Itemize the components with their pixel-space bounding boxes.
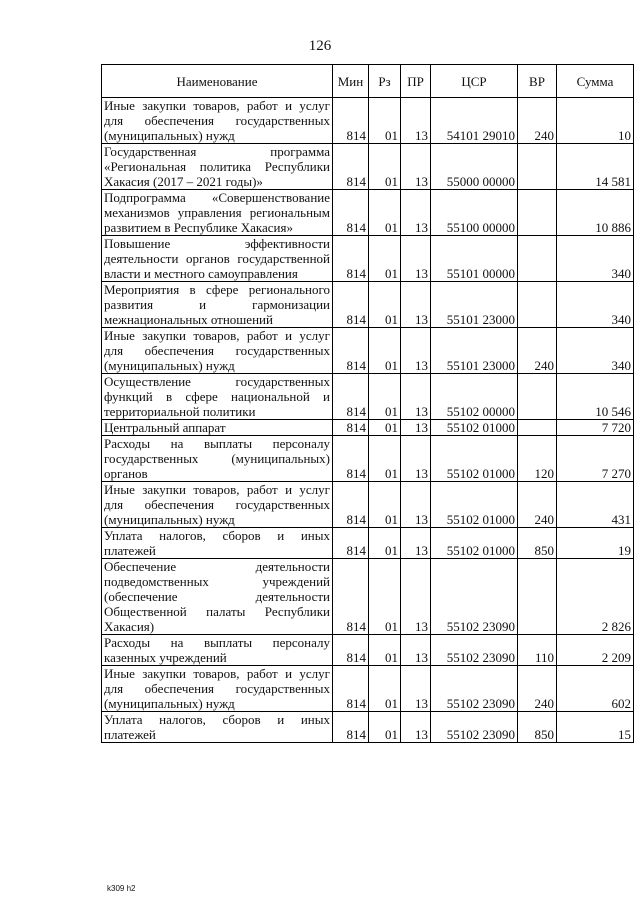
cell-name: Мероприятия в сфере регионального развития и гармонизации межнациональных отношений	[102, 282, 333, 328]
cell-rz: 01	[369, 190, 401, 236]
cell-min: 814	[333, 282, 369, 328]
cell-pr: 13	[401, 98, 431, 144]
cell-min: 814	[333, 436, 369, 482]
cell-min: 814	[333, 635, 369, 666]
table-row	[102, 282, 634, 328]
cell-sum: 602	[557, 666, 634, 712]
cell-rz: 01	[369, 328, 401, 374]
cell-vr	[518, 236, 557, 282]
cell-name: Уплата налогов, сборов и иных платежей	[102, 528, 333, 559]
cell-vr: 240	[518, 482, 557, 528]
table-row	[102, 482, 634, 528]
cell-sum: 340	[557, 282, 634, 328]
cell-min: 814	[333, 328, 369, 374]
header-min: Мин	[333, 65, 369, 98]
table-row	[102, 236, 634, 282]
cell-vr: 240	[518, 666, 557, 712]
cell-min: 814	[333, 420, 369, 436]
header-name: Наименование	[102, 65, 333, 98]
cell-vr	[518, 420, 557, 436]
table-row	[102, 190, 634, 236]
cell-pr: 13	[401, 374, 431, 420]
cell-name: Иные закупки товаров, работ и услуг для обеспечения государственных (муниципальных) нужд	[102, 98, 333, 144]
cell-vr: 240	[518, 328, 557, 374]
cell-min: 814	[333, 236, 369, 282]
cell-sum: 19	[557, 528, 634, 559]
page-number: 126	[308, 38, 332, 54]
cell-rz: 01	[369, 144, 401, 190]
cell-sum: 10 546	[557, 374, 634, 420]
cell-pr: 13	[401, 436, 431, 482]
cell-pr: 13	[401, 666, 431, 712]
cell-name: Государственная программа «Региональная политика Республики Хакасия (2017 – 2021 годы)»	[102, 144, 333, 190]
cell-rz: 01	[369, 482, 401, 528]
cell-pr: 13	[401, 482, 431, 528]
table-row	[102, 420, 634, 436]
cell-pr: 13	[401, 712, 431, 743]
header-rz: Рз	[369, 65, 401, 98]
cell-rz: 01	[369, 635, 401, 666]
cell-rz: 01	[369, 374, 401, 420]
cell-min: 814	[333, 666, 369, 712]
cell-csr: 55101 23000	[431, 328, 518, 374]
cell-sum: 10	[557, 98, 634, 144]
cell-csr: 55102 01000	[431, 420, 518, 436]
table-row	[102, 559, 634, 635]
cell-vr: 850	[518, 712, 557, 743]
cell-sum: 2 209	[557, 635, 634, 666]
cell-pr: 13	[401, 282, 431, 328]
cell-csr: 55102 01000	[431, 436, 518, 482]
cell-csr: 55102 01000	[431, 528, 518, 559]
table-row	[102, 436, 634, 482]
cell-sum: 14 581	[557, 144, 634, 190]
cell-rz: 01	[369, 559, 401, 635]
cell-min: 814	[333, 559, 369, 635]
cell-vr	[518, 144, 557, 190]
cell-csr: 55102 23090	[431, 666, 518, 712]
cell-name: Уплата налогов, сборов и иных платежей	[102, 712, 333, 743]
cell-name: Иные закупки товаров, работ и услуг для обеспечения государственных (муниципальных) нужд	[102, 328, 333, 374]
cell-sum: 7 270	[557, 436, 634, 482]
cell-csr: 55102 23090	[431, 712, 518, 743]
cell-vr	[518, 282, 557, 328]
cell-sum: 340	[557, 236, 634, 282]
cell-min: 814	[333, 98, 369, 144]
cell-name: Подпрограмма «Совершенствование механизмов управления региональным развитием в Республике Хакасия»	[102, 190, 333, 236]
table-row	[102, 528, 634, 559]
cell-pr: 13	[401, 635, 431, 666]
cell-vr: 240	[518, 98, 557, 144]
cell-pr: 13	[401, 559, 431, 635]
cell-pr: 13	[401, 236, 431, 282]
cell-vr: 110	[518, 635, 557, 666]
header-csr: ЦСР	[431, 65, 518, 98]
cell-name: Повышение эффективности деятельности органов государственной власти и местного самоуправления	[102, 236, 333, 282]
header-pr: ПР	[401, 65, 431, 98]
cell-rz: 01	[369, 236, 401, 282]
cell-vr	[518, 559, 557, 635]
cell-csr: 54101 29010	[431, 98, 518, 144]
cell-rz: 01	[369, 436, 401, 482]
cell-sum: 10 886	[557, 190, 634, 236]
cell-vr: 850	[518, 528, 557, 559]
header-sum: Сумма	[557, 65, 634, 98]
cell-pr: 13	[401, 190, 431, 236]
cell-name: Обеспечение деятельности подведомственных учреждений (обеспечение деятельности Общественной палаты Республики Хакасия)	[102, 559, 333, 635]
cell-csr: 55000 00000	[431, 144, 518, 190]
table-row	[102, 328, 634, 374]
table-body	[102, 98, 634, 743]
cell-pr: 13	[401, 144, 431, 190]
cell-name: Иные закупки товаров, работ и услуг для обеспечения государственных (муниципальных) нужд	[102, 666, 333, 712]
table-row	[102, 635, 634, 666]
table-row	[102, 712, 634, 743]
cell-rz: 01	[369, 528, 401, 559]
cell-name: Расходы на выплаты персоналу государственных (муниципальных) органов	[102, 436, 333, 482]
cell-sum: 7 720	[557, 420, 634, 436]
cell-pr: 13	[401, 328, 431, 374]
cell-csr: 55102 23090	[431, 635, 518, 666]
cell-rz: 01	[369, 420, 401, 436]
cell-sum: 15	[557, 712, 634, 743]
cell-name: Иные закупки товаров, работ и услуг для обеспечения государственных (муниципальных) нужд	[102, 482, 333, 528]
table-row	[102, 98, 634, 144]
cell-name: Расходы на выплаты персоналу казенных учреждений	[102, 635, 333, 666]
cell-sum: 2 826	[557, 559, 634, 635]
cell-rz: 01	[369, 666, 401, 712]
cell-min: 814	[333, 374, 369, 420]
table-row	[102, 144, 634, 190]
cell-vr	[518, 374, 557, 420]
cell-min: 814	[333, 482, 369, 528]
table-row	[102, 374, 634, 420]
budget-table	[101, 64, 634, 743]
footer-code: k309 h2	[107, 884, 136, 893]
cell-min: 814	[333, 190, 369, 236]
cell-min: 814	[333, 712, 369, 743]
cell-csr: 55102 00000	[431, 374, 518, 420]
cell-csr: 55100 00000	[431, 190, 518, 236]
cell-sum: 340	[557, 328, 634, 374]
cell-vr	[518, 190, 557, 236]
cell-min: 814	[333, 144, 369, 190]
table-row	[102, 666, 634, 712]
cell-rz: 01	[369, 712, 401, 743]
cell-csr: 55101 23000	[431, 282, 518, 328]
header-vr: ВР	[518, 65, 557, 98]
cell-pr: 13	[401, 528, 431, 559]
cell-csr: 55101 00000	[431, 236, 518, 282]
cell-name: Осуществление государственных функций в сфере национальной и территориальной политики	[102, 374, 333, 420]
cell-rz: 01	[369, 282, 401, 328]
cell-min: 814	[333, 528, 369, 559]
cell-csr: 55102 23090	[431, 559, 518, 635]
cell-sum: 431	[557, 482, 634, 528]
cell-pr: 13	[401, 420, 431, 436]
cell-vr: 120	[518, 436, 557, 482]
cell-rz: 01	[369, 98, 401, 144]
cell-csr: 55102 01000	[431, 482, 518, 528]
cell-name: Центральный аппарат	[102, 420, 333, 436]
table-header-row	[102, 65, 634, 98]
